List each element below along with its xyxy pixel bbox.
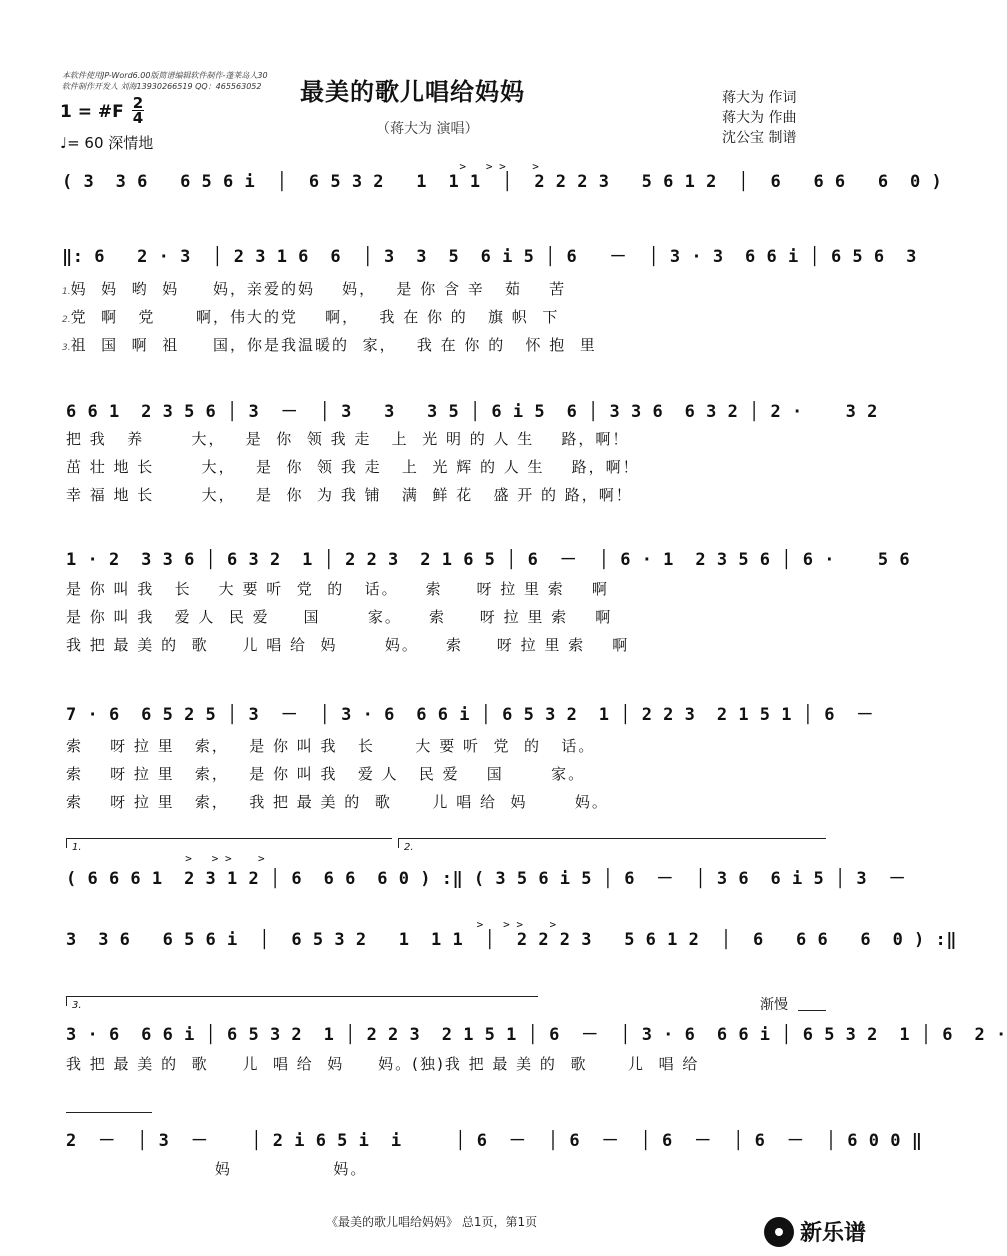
lyrics-block-3 — [66, 428, 640, 512]
lyric-text: 我 把 最 美 的 歌 儿 唱 给 妈 妈。(独)我 把 最 美 的 歌 儿 唱 给 — [66, 1055, 700, 1073]
ritardando-dash — [798, 1010, 826, 1011]
site-logo — [764, 1216, 866, 1247]
ending-3-label: 3. — [72, 1000, 82, 1011]
logo-text: 新乐谱 — [800, 1221, 867, 1246]
ending-2-tick — [398, 838, 399, 848]
lyrics-block-2 — [62, 278, 597, 362]
ending-1-label: 1. — [72, 842, 82, 853]
lyric-text: 是 你 叫 我 长 大 要 听 党 的 话。 索 呀 拉 里 索 啊 — [66, 580, 609, 598]
ending-3-continuation — [66, 1112, 152, 1113]
page-footer: 《最美的歌儿唱给妈妈》 总1页，第1页 — [326, 1215, 538, 1229]
accent-marks: > > > > — [66, 852, 265, 865]
ending-2-bracket — [398, 838, 826, 839]
credit-lyricist: 蒋大为 作词 — [722, 90, 797, 106]
lyric-text: 把 我 养 大， 是 你 领 我 走 上 光 明 的 人 生 路，啊！ — [66, 430, 630, 448]
key-signature: 1 = #F — [60, 102, 124, 122]
ending-3-tick — [66, 996, 67, 1006]
lyric-text: 妈 妈。 — [66, 1160, 368, 1178]
music-line-3: 6 6 1 2 3 5 6 │ 3 － │ 3 3 3 5 │ 6 i 5 6 │ 3 3 6 6 3 2 │ 2 · 3 2 — [66, 402, 878, 422]
lyric-text: 我 把 最 美 的 歌 儿 唱 给 妈 妈。 索 呀 拉 里 索 啊 — [66, 636, 630, 654]
accent-marks: > > > > — [66, 918, 557, 931]
music-line-2: ‖: 6 2 · 3 │ 2 3 1 6 6 │ 3 3 5 6 i 5 │ 6 － │ 3 · 3 6 6 i │ 6 5 6 3 — [62, 247, 917, 267]
ending-2-label: 2. — [404, 842, 414, 853]
lyrics-block-5 — [66, 735, 609, 819]
time-signature-bottom: 4 — [132, 109, 144, 127]
lyric-text: 幸 福 地 长 大， 是 你 为 我 铺 满 鲜 花 盛 开 的 路，啊！ — [66, 486, 633, 504]
lyrics-block-4 — [66, 578, 629, 662]
lyric-text: 祖 国 啊 祖 国，你是我温暖的 家， 我 在 你 的 怀 抱 里 — [70, 336, 597, 354]
verse-number: 3. — [62, 343, 71, 353]
lyric-text: 索 呀 拉 里 索， 是 你 叫 我 长 大 要 听 党 的 话。 — [66, 737, 596, 755]
credit-composer: 蒋大为 作曲 — [722, 110, 797, 126]
lyrics-block-9 — [66, 1158, 367, 1186]
software-credit — [62, 70, 268, 92]
performer-subtitle: （蒋大为 演唱） — [376, 121, 479, 137]
music-line-8: 3 · 6 6 6 i │ 6 5 3 2 1 │ 2 2 3 2 1 5 1 │ 6 － │ 3 · 6 6 6 i │ 6 5 3 2 1 │ 6 2 · — [66, 1025, 1007, 1045]
lyric-text: 索 呀 拉 里 索， 我 把 最 美 的 歌 儿 唱 给 妈 妈。 — [66, 793, 609, 811]
tempo-marking: ♩= 60 深情地 — [60, 134, 154, 152]
lyric-text: 妈 妈 哟 妈 妈，亲爱的妈 妈， 是 你 含 辛 茹 苦 — [70, 280, 567, 298]
music-line-5: 7 · 6 6 5 2 5 │ 3 － │ 3 · 6 6 6 i │ 6 5 3 2 1 │ 2 2 3 2 1 5 1 │ 6 － — [66, 705, 874, 725]
song-title: 最美的歌儿唱给妈妈 — [300, 78, 525, 106]
software-credit-line-1: 本软件使用JP-Word6.00版简谱编辑软件制作-蓬莱岛人30 — [62, 71, 268, 80]
verse-number: 1. — [62, 287, 71, 297]
ending-3-bracket — [66, 996, 538, 997]
verse-number: 2. — [62, 315, 71, 325]
ritardando-marking: 渐慢 — [760, 997, 788, 1013]
record-disc-icon — [764, 1217, 794, 1247]
time-signature-top: 2 — [132, 94, 144, 112]
ending-1-tick — [66, 838, 67, 848]
lyric-verse-2 — [62, 306, 597, 334]
lyric-text: 茁 壮 地 长 大， 是 你 领 我 走 上 光 辉 的 人 生 路，啊！ — [66, 458, 640, 476]
time-signature — [132, 96, 144, 125]
lyric-text: 党 啊 党 啊，伟大的党 啊， 我 在 你 的 旗 帜 下 — [70, 308, 560, 326]
music-line-4: 1 · 2 3 3 6 │ 6 3 2 1 │ 2 2 3 2 1 6 5 │ 6 － │ 6 · 1 2 3 5 6 │ 6 · 5 6 — [66, 550, 911, 570]
lyric-text: 是 你 叫 我 爱 人 民 爱 国 家。 索 呀 拉 里 索 啊 — [66, 608, 613, 626]
credits-block — [722, 88, 796, 148]
lyric-verse-3 — [62, 334, 597, 362]
lyric-verse-1 — [62, 278, 597, 306]
music-line-intro: ( 3 3 6 6 5 6 i │ 6 5 3 2 1 1 1 │ 2 2 2 3 5 6 1 2 │ 6 6 6 6 0 ) — [62, 172, 943, 192]
ending-1-bracket — [66, 838, 392, 839]
software-credit-line-2: 软件制作开发人 刘海13930266519 QQ：465563052 — [62, 82, 262, 91]
credit-arranger: 沈公宝 制谱 — [722, 130, 797, 146]
lyric-text: 索 呀 拉 里 索， 是 你 叫 我 爱 人 民 爱 国 家。 — [66, 765, 586, 783]
music-line-6: ( 6 6 6 1 2 3 1 2 │ 6 6 6 6 0 ) :‖ ( 3 5 6 i 5 │ 6 － │ 3 6 6 i 5 │ 3 － — [66, 869, 907, 889]
music-line-7: 3 3 6 6 5 6 i │ 6 5 3 2 1 1 1 │ 2 2 2 3 5 6 1 2 │ 6 6 6 6 0 ) :‖ — [66, 930, 957, 950]
music-line-9: 2 － │ 3 － │ 2 i 6 5 i i │ 6 － │ 6 － │ 6 － │ 6 － │ 6 0 0 ‖ — [66, 1131, 923, 1151]
accent-marks: > > > > — [62, 160, 539, 173]
lyrics-block-8 — [66, 1053, 699, 1081]
